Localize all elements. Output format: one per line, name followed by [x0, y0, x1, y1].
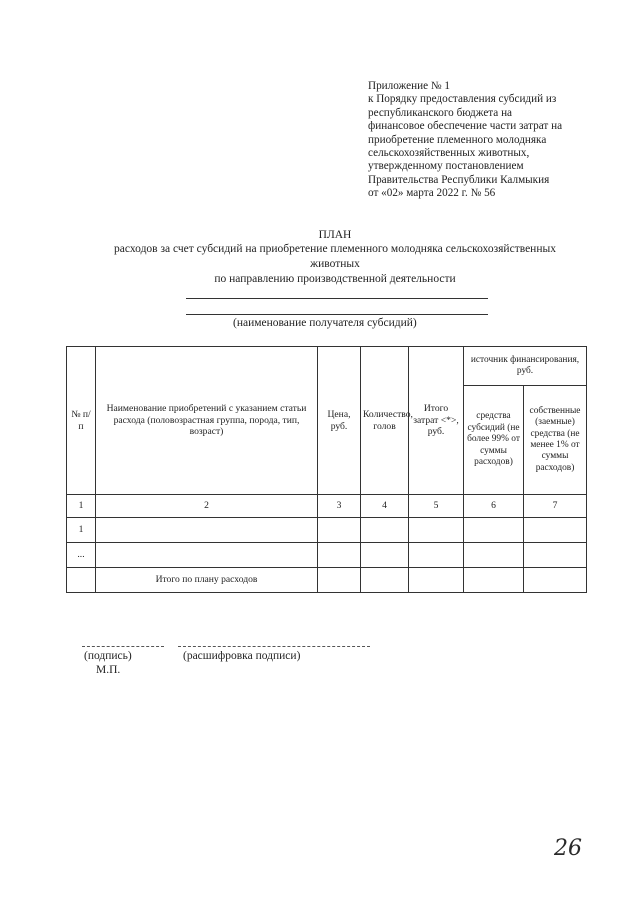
- appendix-line: финансовое обеспечение части затрат на: [368, 120, 563, 133]
- row-number: 1: [67, 518, 96, 543]
- table-cell: [361, 518, 409, 543]
- table-row: [67, 543, 587, 568]
- column-number: 4: [361, 495, 409, 518]
- plan-heading: ПЛАН: [318, 229, 352, 241]
- table-cell: [524, 568, 587, 593]
- header-quantity: Количество, голов: [361, 347, 409, 495]
- column-number: 1: [67, 495, 96, 518]
- table-cell: [464, 543, 524, 568]
- appendix-block: [368, 80, 618, 201]
- header-funding-source: источник финансирования, руб.: [464, 347, 587, 386]
- column-number: 2: [96, 495, 318, 518]
- appendix-line: утвержденному постановлением: [368, 160, 524, 173]
- table-cell: [318, 518, 361, 543]
- table-cell: [464, 518, 524, 543]
- recipient-line-1: [186, 298, 488, 299]
- appendix-line: Правительства Республики Калмыкия: [368, 173, 550, 186]
- column-number: 6: [464, 495, 524, 518]
- table-cell: [318, 543, 361, 568]
- appendix-line: сельскохозяйственных животных,: [368, 147, 530, 160]
- header-name: Наименование приобретений с указанием статьи расхода (половозрастная группа, порода, тип, возраст): [96, 347, 318, 495]
- table-cell: [524, 518, 587, 543]
- table-cell: [409, 568, 464, 593]
- column-number: 5: [409, 495, 464, 518]
- total-label: Итого по плану расходов: [96, 568, 318, 593]
- header-total: Итого затрат <*>, руб.: [409, 347, 464, 495]
- table-cell: [67, 568, 96, 593]
- expense-plan-table: [66, 346, 587, 593]
- table-cell: [464, 568, 524, 593]
- table-cell: [361, 543, 409, 568]
- appendix-line: от «02» марта 2022 г. № 56: [368, 187, 496, 200]
- table-cell: [96, 543, 318, 568]
- plan-subtitle-line-3: по направлению производственной деятельности: [214, 273, 456, 285]
- column-number: 7: [524, 495, 587, 518]
- header-price: Цена, руб.: [318, 347, 361, 495]
- signature-line: [82, 646, 164, 647]
- table-row: [67, 518, 587, 543]
- recipient-label: (наименование получателя субсидий): [233, 317, 417, 329]
- seal-label: М.П.: [96, 664, 121, 676]
- row-number: ...: [67, 543, 96, 568]
- signature-decode-line: [178, 646, 370, 647]
- table-cell: [409, 543, 464, 568]
- header-subsidy: средства субсидий (не более 99% от суммы расходов): [464, 386, 524, 495]
- table-cell: [524, 543, 587, 568]
- column-number-row: [67, 495, 587, 518]
- header-num: № п/п: [67, 347, 96, 495]
- appendix-line: приобретение племенного молодняка: [368, 133, 547, 146]
- recipient-line-2: [186, 314, 488, 315]
- column-number: 3: [318, 495, 361, 518]
- appendix-line: к Порядку предоставления субсидий из: [368, 93, 557, 106]
- appendix-line: Приложение № 1: [368, 80, 450, 92]
- signature-label: (подпись): [84, 650, 132, 662]
- table-cell: [409, 518, 464, 543]
- table-cell: [318, 568, 361, 593]
- total-row: [67, 568, 587, 593]
- plan-subtitle-line-1: расходов за счет субсидий на приобретение племенного молодняка сельскохозяйственных: [114, 243, 556, 255]
- plan-subtitle-line-2: животных: [310, 258, 360, 270]
- signature-decode-label: (расшифровка подписи): [183, 650, 301, 662]
- handwritten-page-number: 26: [554, 836, 582, 861]
- table-cell: [361, 568, 409, 593]
- table-cell: [96, 518, 318, 543]
- appendix-line: республиканского бюджета на: [368, 106, 513, 119]
- header-own-funds: собственные (заемные) средства (не менее 1% от суммы расходов): [524, 386, 587, 495]
